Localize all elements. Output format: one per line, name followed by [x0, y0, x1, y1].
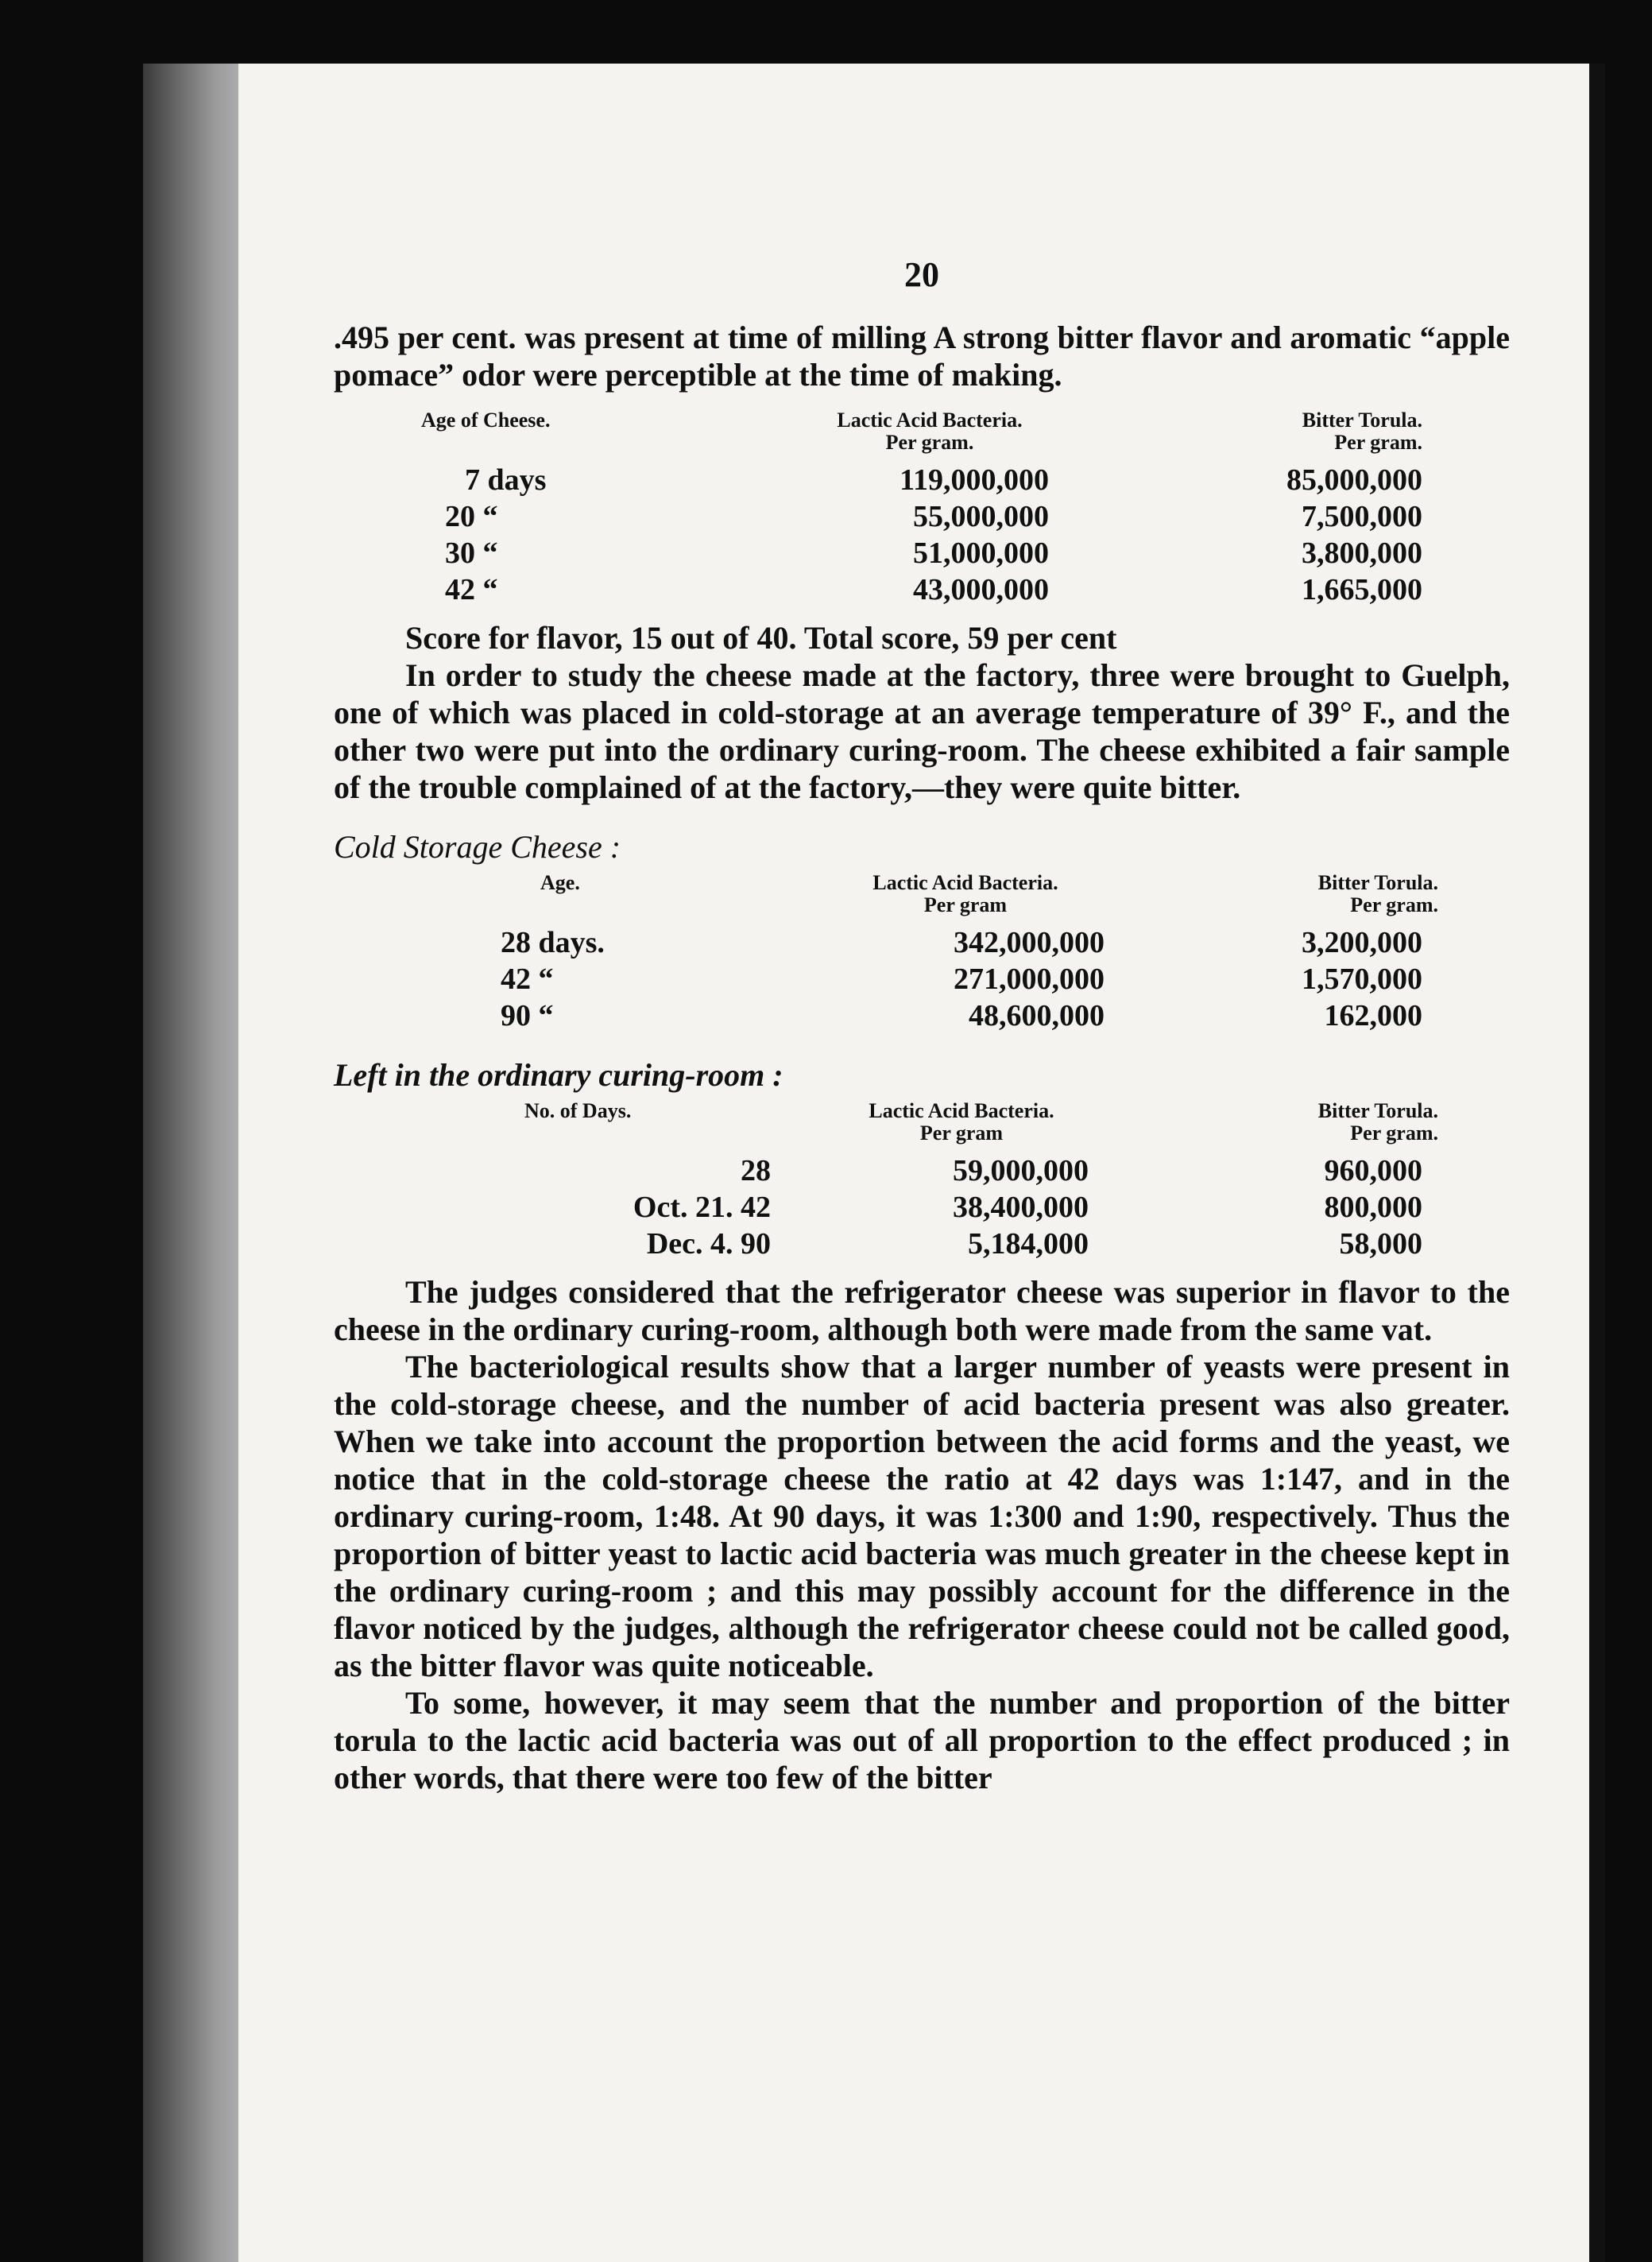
score-line: Score for flavor, 15 out of 40. Total score, 59 per cent — [405, 620, 1117, 656]
header-age: Age. — [540, 871, 580, 894]
table-row — [501, 997, 1438, 1034]
header-bitter-sub: Per gram. — [1350, 1121, 1438, 1145]
header-bitter — [1152, 1100, 1438, 1152]
caption-cold-storage: Cold Storage Cheese : — [334, 829, 621, 865]
cell-bitter: 3,200,000 — [1302, 926, 1422, 959]
header-bitter-sub: Per gram. — [1350, 893, 1438, 916]
cell-days: 28 — [741, 1154, 771, 1187]
cell-days: Dec. 4. 90 — [646, 1227, 771, 1261]
cell-bitter: 960,000 — [1324, 1154, 1422, 1187]
table-row — [501, 961, 1438, 997]
table-row — [421, 535, 1422, 571]
cell-bitter: 3,800,000 — [1302, 536, 1422, 570]
table-row — [485, 1226, 1438, 1262]
table-header-row — [501, 872, 1438, 924]
judges-paragraph: The judges considered that the refrigerator cheese was superior in flavor to the cheese in the ordinary curing-room, although both were made from the same vat. — [334, 1274, 1510, 1347]
header-bitter-sub: Per gram. — [1334, 431, 1422, 454]
cell-bitter: 58,000 — [1339, 1227, 1422, 1261]
header-lactic-sub: Per gram. — [885, 431, 974, 454]
cell-lactic: 51,000,000 — [913, 536, 1049, 570]
cell-lactic: 55,000,000 — [913, 500, 1049, 533]
header-bitter-title: Bitter Torula. — [1317, 871, 1438, 894]
intro-paragraph: .495 per cent. was present at time of milling A strong bitter flavor and aromatic “apple pomace” odor were perceptible at the time of making. — [334, 320, 1510, 393]
table-cold-storage — [501, 872, 1438, 1034]
cell-age: 7 days — [465, 463, 547, 497]
table-row — [421, 462, 1422, 498]
cell-bitter: 7,500,000 — [1302, 500, 1422, 533]
table-ordinary-room — [485, 1100, 1438, 1262]
table-row — [501, 924, 1438, 961]
cell-age: 42 “ — [445, 573, 498, 606]
cell-lactic: 43,000,000 — [913, 573, 1049, 606]
table-row — [421, 498, 1422, 535]
header-lactic-title: Lactic Acid Bacteria. — [837, 409, 1023, 432]
header-bitter — [1152, 872, 1438, 924]
cell-age: 42 “ — [501, 963, 554, 996]
cell-age: 30 “ — [445, 536, 498, 570]
cell-bitter: 800,000 — [1324, 1191, 1422, 1224]
cell-lactic: 271,000,000 — [954, 963, 1105, 996]
table-row — [485, 1189, 1438, 1226]
cell-lactic: 48,600,000 — [969, 999, 1105, 1032]
header-bitter — [1105, 409, 1422, 462]
page-number: 20 — [904, 255, 939, 294]
page-right-edge — [1589, 64, 1605, 2262]
cell-age: 28 days. — [501, 926, 605, 959]
header-age: Age of Cheese. — [421, 409, 551, 432]
header-days: No. of Days. — [524, 1099, 632, 1122]
table-row — [421, 571, 1422, 608]
cell-lactic: 59,000,000 — [953, 1154, 1089, 1187]
table-factory-cheese — [421, 409, 1422, 608]
study-paragraph: In order to study the cheese made at the factory, three were brought to Guelph, one of which was placed in cold-storage at an average temperature of 39° F., and the other two were put into the ordinary curing-room. The cheese exhibited a fair sample of the trouble complained of at the factory,—they were quite bitter. — [334, 657, 1510, 805]
cell-age: 90 “ — [501, 999, 554, 1032]
cell-lactic: 342,000,000 — [954, 926, 1105, 959]
header-lactic-sub: Per gram — [923, 893, 1008, 916]
header-bitter-title: Bitter Torula. — [1302, 409, 1422, 432]
header-lactic — [771, 1100, 1152, 1152]
cell-lactic: 119,000,000 — [900, 463, 1049, 497]
cell-bitter: 85,000,000 — [1286, 463, 1422, 497]
proportion-paragraph: To some, however, it may seem that the number and proportion of the bitter torula to the lactic acid bacteria was out of all proportion to the effect produced ; in other words, that there were too few of the bitter — [334, 1685, 1510, 1795]
cell-bitter: 1,665,000 — [1302, 573, 1422, 606]
header-lactic — [779, 872, 1152, 924]
header-bitter-title: Bitter Torula. — [1317, 1099, 1438, 1122]
caption-ordinary-room: Left in the ordinary curing-room : — [334, 1057, 783, 1093]
cell-bitter: 1,570,000 — [1302, 963, 1422, 996]
table-header-row — [485, 1100, 1438, 1152]
header-lactic-title: Lactic Acid Bacteria. — [872, 871, 1058, 894]
header-lactic-sub: Per gram — [919, 1121, 1004, 1145]
cell-lactic: 38,400,000 — [953, 1191, 1089, 1224]
page-content — [334, 254, 1510, 1796]
bacteriological-paragraph: The bacteriological results show that a larger number of yeasts were present in the cold-storage cheese, and the number of acid bacteria present was also greater. When we take into account the proportion between the acid forms and the yeast, we notice that in the cold-storage cheese the ratio at 42 days was 1:147, and in the ordinary curing-room, 1:48. At 90 days, it was 1:300 and 1:90, respectively. Thus the proportion of bitter yeast to lactic acid bacteria was much greater in the cheese kept in the ordinary curing-room ; and this may possibly account for the difference in the flavor noticed by the judges, although the refrigerator cheese could not be called good, as the bitter flavor was quite noticeable. — [334, 1349, 1510, 1683]
cell-lactic: 5,184,000 — [968, 1227, 1089, 1261]
cell-days: Oct. 21. 42 — [633, 1191, 771, 1224]
header-lactic-title: Lactic Acid Bacteria. — [869, 1099, 1054, 1122]
cell-bitter: 162,000 — [1324, 999, 1422, 1032]
header-lactic — [755, 409, 1105, 462]
table-row — [485, 1152, 1438, 1189]
table-header-row — [421, 409, 1422, 462]
cell-age: 20 “ — [445, 500, 498, 533]
